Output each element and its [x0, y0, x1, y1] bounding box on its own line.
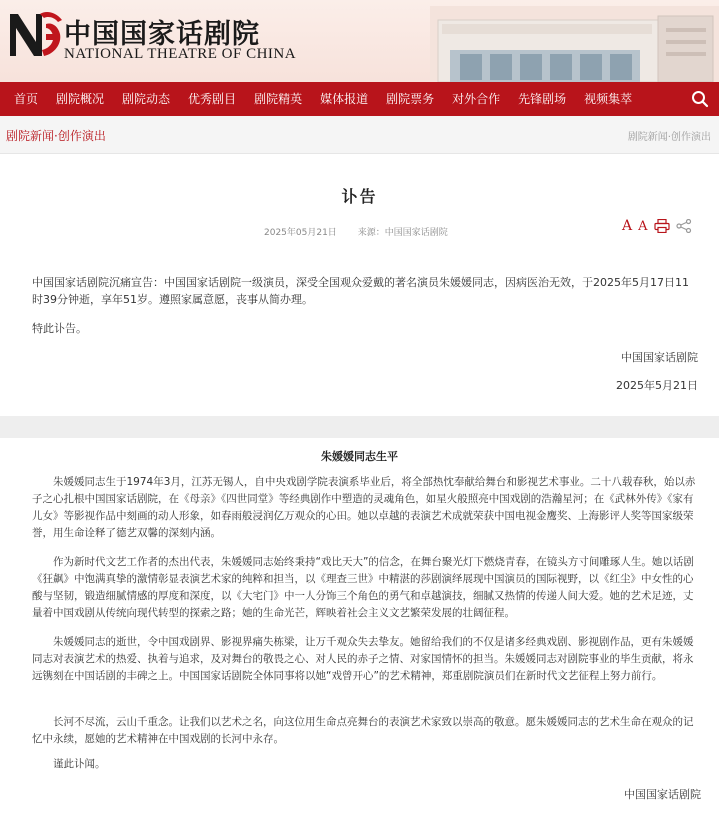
article-card	[0, 154, 719, 416]
nav-item-home[interactable]: 首页	[14, 92, 39, 106]
font-decrease-button[interactable]: A	[638, 218, 648, 234]
nav-item-media[interactable]: 媒体报道	[320, 92, 369, 106]
main-nav	[0, 82, 719, 116]
biography-paragraph: 作为新时代文艺工作者的杰出代表，朱媛媛同志始终秉持“戏比天大”的信念，在舞台聚光灯下燃烧青春，在镜头方寸间雕琢人生。她以话剧《狂飙》中饱满真挚的激情彰显表演艺术家的纯粹和担当，以《理查三世》中精湛的莎剧演绎展现中国演员的国际视野，以《红尘》中女性的心酸与坚韧，锻造细腻情感的厚度和深度，以《大宅门》中一人分饰三个角色的勇气和卓越演技，细腻又热情的传递人间大爱。她的艺术足迹，丈量着中国戏剧从传统向现代转型的探索之路；她的生命光芒，辉映着社会主义文艺繁荣发展的壮阔征程。	[32, 556, 694, 619]
logo-text-en: NATIONAL THEATRE OF CHINA	[64, 46, 297, 62]
biography-paragraph: 长河不尽流，云山千重念。让我们以艺术之名，向这位用生命点亮舞台的表演艺术家致以崇高的敬意。愿朱媛媛同志的艺术生命在观众的记忆中永续，愿她的艺术精神在中国戏剧的长河中永存。	[32, 716, 694, 745]
nav-item-artists[interactable]: 剧院精英	[254, 92, 303, 106]
source-label: 来源：	[357, 228, 385, 238]
article-title: 讣告	[341, 187, 378, 206]
logo-text-cn: 中国国家话剧院	[64, 19, 260, 50]
source-value: 中国国家话剧院	[384, 228, 448, 238]
biography-paragraph: 谨此讣闻。	[53, 758, 106, 770]
breadcrumb	[0, 116, 719, 154]
article-source	[358, 228, 448, 238]
biography-paragraph: 朱媛媛同志生于1974年3月，江苏无锡人，自中央戏剧学院表演系毕业后，将全部热忱奉献给舞台和影视艺术事业。二十八载春秋，始以赤子之心扎根中国国家话剧院，在《母亲》《四世同堂》等经典剧作中塑造的灵魂角色，如星火般照亮中国戏剧的浩瀚星河；在《武林外传》《家有儿女》等影视作品中刻画的动人形象，如春雨般浸润亿万观众的心田。她以卓越的表演艺术成就荣获中国电视金鹰奖、上海影评人奖等国家级荣誉，用生命诠释了德艺双馨的深刻内涵。	[32, 476, 696, 539]
breadcrumb-path[interactable]: 剧院新闻·创作演出	[627, 132, 711, 143]
article-meta	[264, 225, 466, 238]
site-header	[0, 0, 719, 82]
search-icon[interactable]	[691, 90, 709, 108]
article-paragraph: 中国国家话剧院沉痛宣告：中国国家话剧院一级演员，深受全国观众爱戴的著名演员朱媛媛同志，因病医治无效，于2025年5月17日11时39分钟逝，享年51岁。遵照家属意愿，丧事从简办理。	[32, 276, 689, 306]
article-sign-date: 2025年5月21日	[616, 379, 698, 392]
ntc-logo-icon	[6, 6, 64, 62]
nav-item-overview[interactable]: 剧院概况	[56, 92, 105, 106]
print-icon[interactable]	[654, 219, 670, 233]
biography-section	[0, 438, 719, 819]
nav-item-cooperation[interactable]: 对外合作	[452, 92, 501, 106]
article-sign-org: 中国国家话剧院	[621, 351, 698, 364]
nav-item-news[interactable]: 剧院动态	[122, 92, 171, 106]
biography-sign-org: 中国国家话剧院	[624, 788, 701, 801]
share-icon[interactable]	[676, 219, 692, 233]
nav-item-tickets[interactable]: 剧院票务	[386, 92, 435, 106]
nav-item-videos[interactable]: 视频集萃	[584, 92, 633, 106]
theatre-building-image	[430, 6, 719, 82]
section-title[interactable]: 剧院新闻·创作演出	[6, 129, 106, 143]
biography-paragraph: 朱媛媛同志的逝世，令中国戏剧界、影视界痛失栋梁，让万千观众失去挚友。她留给我们的不仅是诸多经典戏剧、影视剧作品，更有朱媛媛同志对表演艺术的热爱、执着与追求，及对舞台的敬畏之心、对人民的赤子之情、对家国情怀的担当。朱媛媛同志对剧院事业的毕生贡献，将永远镌刻在中国话剧的丰碑之上。中国国家话剧院全体同事将以她“戏曾开心”的艺术精神，郑重剧院演员们在新时代文艺征程上努力前行。	[32, 636, 694, 682]
biography-title: 朱媛媛同志生平	[321, 450, 398, 463]
section-divider	[0, 416, 719, 438]
article-tools	[622, 218, 692, 234]
site-logo[interactable]	[6, 6, 306, 68]
article-date: 2025年05月21日	[264, 228, 337, 238]
font-increase-button[interactable]: A	[622, 218, 633, 234]
article-paragraph: 特此讣告。	[32, 322, 87, 335]
nav-item-pioneer-theatre[interactable]: 先锋剧场	[518, 92, 567, 106]
nav-item-repertoire[interactable]: 优秀剧目	[188, 92, 237, 106]
